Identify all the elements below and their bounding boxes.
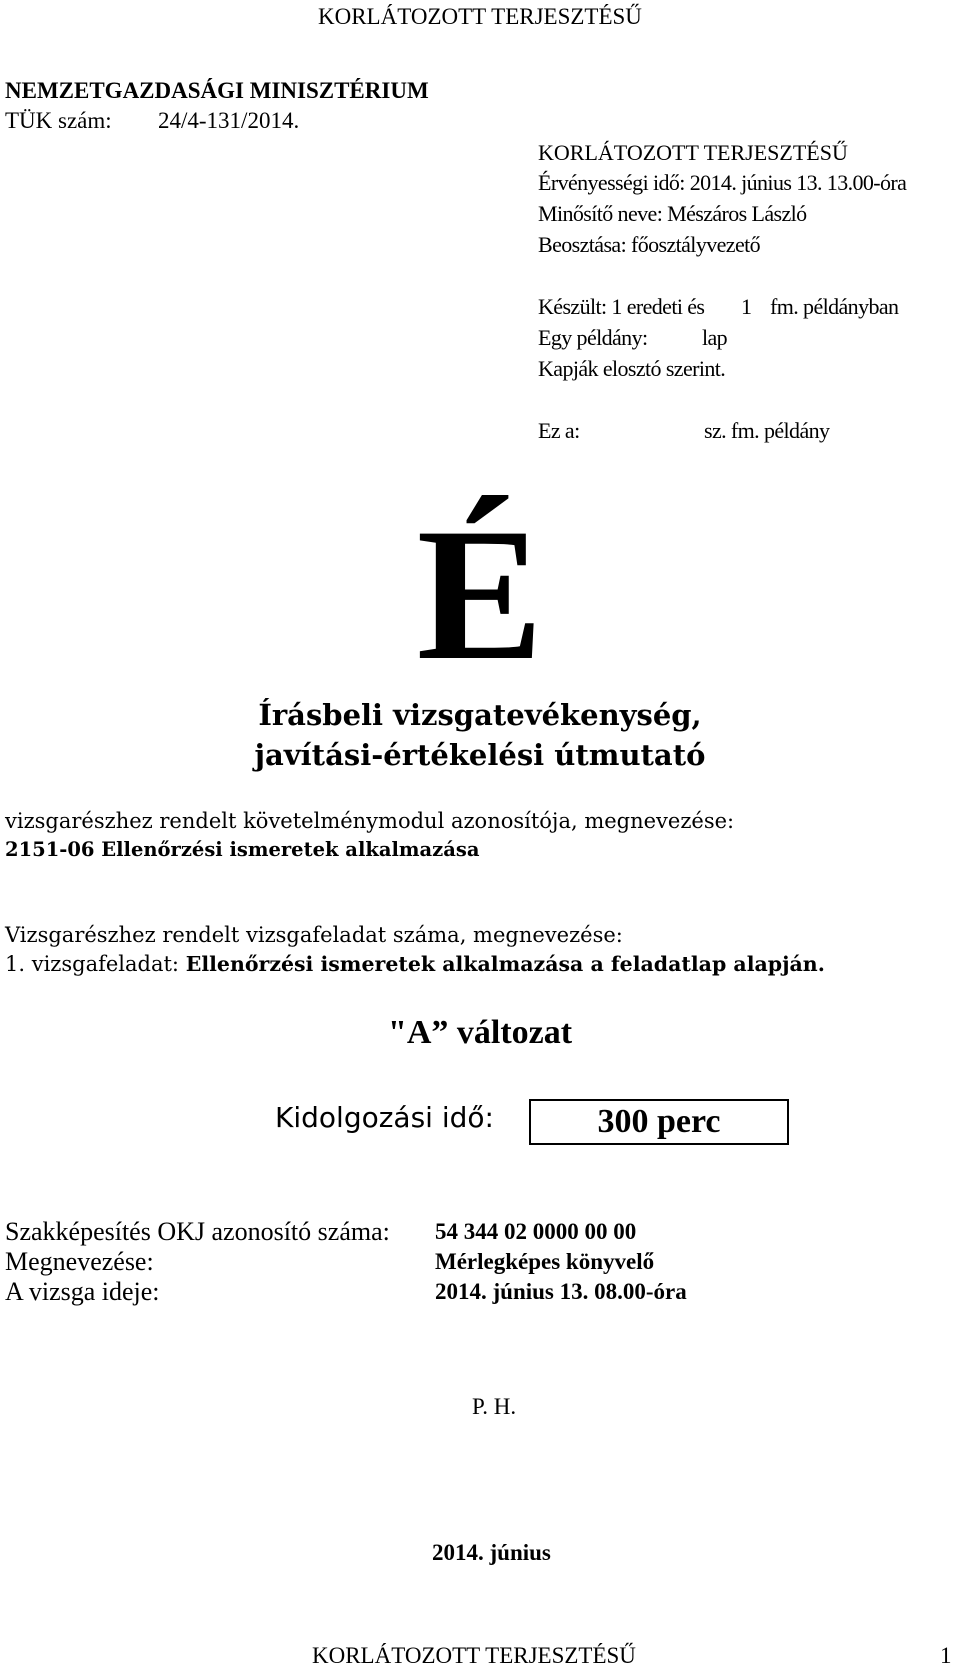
qualification-okj-label: Szakképesítés OKJ azonosító száma: (5, 1217, 390, 1246)
tuk-label: TÜK szám: (5, 108, 112, 133)
page-count-suffix: lap (702, 325, 728, 350)
exam-date-label: A vizsga ideje: (5, 1277, 160, 1306)
qualification-okj-value: 54 344 02 0000 00 00 (435, 1219, 637, 1244)
page-count-label: Egy példány: (538, 325, 648, 350)
module-label: vizsgarészhez rendelt követelménymodul azonosítója, megnevezése: (5, 809, 735, 833)
qualification-name-label: Megnevezése: (5, 1247, 154, 1276)
time-box (529, 1099, 789, 1145)
position-line: Beosztása: főosztályvezető (538, 232, 761, 257)
copy-number-label: Ez a: (538, 418, 580, 443)
tuk-number: 24/4-131/2014. (158, 108, 300, 133)
copy-number-suffix: sz. fm. példány (704, 418, 830, 443)
task-prefix: 1. vizsgafeladat: (5, 952, 180, 976)
copies-suffix: fm. példányban (770, 294, 899, 319)
exam-date-value: 2014. június 13. 08.00-óra (435, 1279, 687, 1304)
validity-line: Érvényességi idő: 2014. június 13. 13.00-óra (538, 170, 907, 195)
title-line-2: javítási-értékelési útmutató (254, 738, 706, 772)
module-value: 2151-06 Ellenőrzési ismeretek alkalmazása (5, 838, 480, 861)
classifier-line: Minősítő neve: Mészáros László (538, 201, 807, 226)
footer-classification: KORLÁTOZOTT TERJESZTÉSŰ (312, 1643, 636, 1668)
ministry-name: NEMZETGAZDASÁGI MINISZTÉRIUM (5, 78, 429, 103)
header-classification: KORLÁTOZOTT TERJESZTÉSŰ (318, 4, 642, 29)
time-value: 300 perc (597, 1103, 721, 1140)
distribution-line: Kapják elosztó szerint. (538, 356, 726, 381)
task-line (5, 952, 825, 976)
task-value: Ellenőrzési ismeretek alkalmazása a feladatlap alapján. (185, 952, 825, 976)
page-number: 1 (940, 1643, 952, 1668)
classification-label: KORLÁTOZOTT TERJESZTÉSŰ (538, 140, 848, 165)
title-line-1: Írásbeli vizsgatevékenység, (258, 698, 702, 732)
copies-fm-count: 1 (741, 294, 752, 319)
variant-label: "A” változat (387, 1014, 573, 1051)
qualification-name-value: Mérlegképes könyvelő (435, 1249, 655, 1274)
copies-label: Készült: 1 eredeti és (538, 294, 705, 319)
big-letter: É (416, 490, 544, 700)
task-label: Vizsgarészhez rendelt vizsgafeladat száma, megnevezése: (5, 923, 623, 947)
stamp-placeholder: P. H. (472, 1394, 517, 1419)
time-label: Kidolgozási idő: (275, 1101, 494, 1134)
document-date: 2014. június (432, 1540, 551, 1565)
